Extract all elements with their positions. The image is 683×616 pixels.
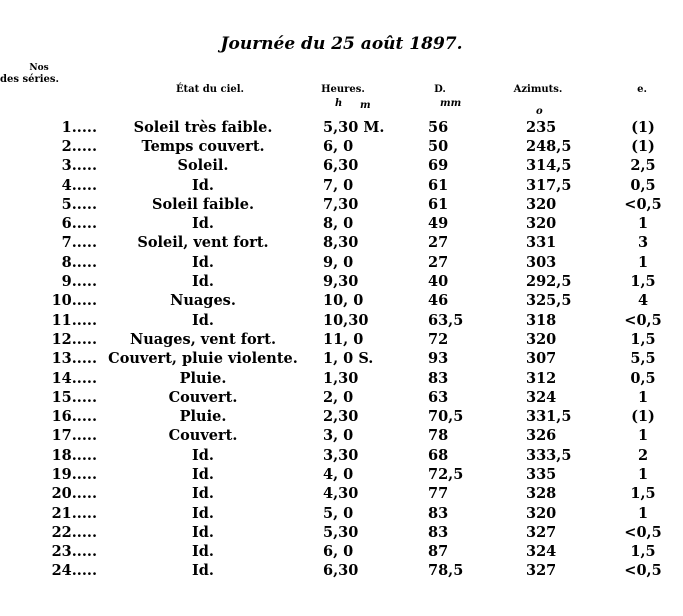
- header-no-top: Nos: [29, 63, 49, 73]
- etat-du-ciel-cell: Soleil faible.: [151, 195, 254, 213]
- row-number: 21.....: [51, 504, 97, 522]
- heures-cell: 6,30: [323, 562, 359, 580]
- row-number: 24.....: [51, 562, 97, 580]
- row-number: 17.....: [51, 427, 97, 445]
- e-cell: 2: [637, 446, 649, 464]
- d-cell: 61: [428, 195, 449, 213]
- etat-du-ciel-cell: Id.: [192, 465, 214, 483]
- azimut-cell: 320: [526, 504, 557, 522]
- row-number: 3.....: [61, 157, 97, 175]
- d-cell: 93: [428, 350, 449, 368]
- heures-cell: 6,30: [323, 157, 359, 175]
- row-number: 10.....: [51, 292, 97, 310]
- etat-du-ciel-cell: Pluie.: [179, 369, 227, 387]
- etat-du-ciel-cell: Id.: [192, 562, 214, 580]
- row-number: 13.....: [51, 350, 97, 368]
- heures-cell: 10,30: [323, 311, 369, 329]
- e-cell: <0,5: [624, 195, 662, 213]
- etat-du-ciel-cell: Id.: [192, 446, 214, 464]
- etat-du-ciel-cell: Couvert.: [168, 388, 238, 406]
- heures-cell: 2, 0: [323, 388, 354, 406]
- table-row: [0, 292, 683, 311]
- d-cell: 78,5: [428, 562, 464, 580]
- d-cell: 50: [428, 137, 449, 155]
- page-title: Journée du 25 août 1897.: [220, 34, 463, 54]
- table-row: [0, 137, 683, 156]
- table-row: [0, 176, 683, 195]
- e-cell: 1: [637, 215, 649, 233]
- header-no-bottom: des séries.: [0, 74, 59, 85]
- heures-cell: 3, 0: [323, 427, 354, 445]
- row-number: 11.....: [51, 311, 97, 329]
- row-number: 12.....: [51, 330, 97, 348]
- etat-du-ciel-cell: Id.: [192, 504, 214, 522]
- row-number: 6.....: [61, 215, 97, 233]
- azimut-cell: 327: [526, 523, 557, 541]
- table-row: [0, 407, 683, 426]
- heures-cell: 9,30: [323, 273, 359, 291]
- heures-cell: 1,30: [323, 369, 359, 387]
- azimut-cell: 327: [526, 562, 557, 580]
- heures-cell: 10, 0: [323, 292, 364, 310]
- d-cell: 78: [428, 427, 449, 445]
- heures-cell: 2,30: [323, 408, 359, 426]
- heures-cell: 7,30: [323, 195, 359, 213]
- heures-cell: 5,30: [323, 523, 359, 541]
- table-row: [0, 311, 683, 330]
- heures-cell: 4,30: [323, 485, 359, 503]
- azimut-cell: 235: [526, 118, 557, 136]
- header-azimuts: Azimuts.: [513, 84, 563, 95]
- table-row: [0, 504, 683, 523]
- etat-du-ciel-cell: Soleil, vent fort.: [137, 234, 269, 252]
- table-row: [0, 427, 683, 446]
- d-cell: 49: [428, 215, 449, 233]
- etat-du-ciel-cell: Pluie.: [179, 408, 227, 426]
- e-cell: 1,5: [630, 543, 656, 561]
- heures-cell: 3,30: [323, 446, 359, 464]
- azimut-cell: 248,5: [526, 137, 572, 155]
- etat-du-ciel-cell: Id.: [192, 273, 214, 291]
- heures-cell: 4, 0: [323, 465, 354, 483]
- azimut-cell: 320: [526, 215, 557, 233]
- e-cell: <0,5: [624, 562, 662, 580]
- header-no: [0, 63, 78, 85]
- table-row: [0, 523, 683, 542]
- etat-du-ciel-cell: Id.: [192, 485, 214, 503]
- d-cell: 69: [428, 157, 449, 175]
- e-cell: 1,5: [630, 485, 656, 503]
- azimut-cell: 318: [526, 311, 557, 329]
- azimut-cell: 320: [526, 330, 557, 348]
- heures-cell: 11, 0: [323, 330, 364, 348]
- azimut-cell: 320: [526, 195, 557, 213]
- e-cell: 0,5: [630, 369, 656, 387]
- table-row: [0, 157, 683, 176]
- table-row: [0, 465, 683, 484]
- unit-mm: mm: [440, 98, 462, 109]
- table-row: [0, 350, 683, 369]
- d-cell: 72: [428, 330, 449, 348]
- azimut-cell: 292,5: [526, 273, 572, 291]
- heures-cell: 8, 0: [323, 215, 354, 233]
- heures-cell: 6, 0: [323, 543, 354, 561]
- azimut-cell: 333,5: [526, 446, 572, 464]
- e-cell: 1: [637, 504, 649, 522]
- azimut-cell: 324: [526, 388, 557, 406]
- azimut-cell: 328: [526, 485, 557, 503]
- e-cell: 1: [637, 465, 649, 483]
- e-cell: 1: [637, 388, 649, 406]
- azimut-cell: 317,5: [526, 176, 572, 194]
- d-cell: 83: [428, 369, 449, 387]
- etat-du-ciel-cell: Id.: [192, 543, 214, 561]
- etat-du-ciel-cell: Soleil.: [177, 157, 229, 175]
- data-table: [0, 118, 683, 581]
- d-cell: 63,5: [428, 311, 464, 329]
- d-cell: 87: [428, 543, 449, 561]
- table-row: [0, 253, 683, 272]
- table-row: [0, 543, 683, 562]
- unit-h: h: [335, 98, 343, 109]
- azimut-cell: 331: [526, 234, 557, 252]
- row-number: 14.....: [51, 369, 97, 387]
- row-number: 15.....: [51, 388, 97, 406]
- azimut-cell: 326: [526, 427, 557, 445]
- e-cell: 0,5: [630, 176, 656, 194]
- e-cell: <0,5: [624, 311, 662, 329]
- etat-du-ciel-cell: Temps couvert.: [141, 137, 265, 155]
- etat-du-ciel-cell: Couvert, pluie violente.: [108, 350, 298, 368]
- etat-du-ciel-cell: Id.: [192, 523, 214, 541]
- row-number: 8.....: [61, 253, 97, 271]
- table-row: [0, 272, 683, 291]
- heures-cell: 6, 0: [323, 137, 354, 155]
- table-row: [0, 485, 683, 504]
- d-cell: 72,5: [428, 465, 464, 483]
- table-row: [0, 369, 683, 388]
- etat-du-ciel-cell: Nuages.: [170, 292, 236, 310]
- heures-cell: 8,30: [323, 234, 359, 252]
- row-number: 4.....: [61, 176, 97, 194]
- etat-du-ciel-cell: Id.: [192, 253, 214, 271]
- azimut-cell: 312: [526, 369, 557, 387]
- d-cell: 40: [428, 273, 449, 291]
- row-number: 19.....: [51, 465, 97, 483]
- e-cell: 1: [637, 427, 649, 445]
- etat-du-ciel-cell: Id.: [192, 176, 214, 194]
- e-cell: 1,5: [630, 273, 656, 291]
- row-number: 16.....: [51, 408, 97, 426]
- row-number: 18.....: [51, 446, 97, 464]
- table-body: [0, 118, 683, 581]
- heures-cell: 5,30 M.: [323, 118, 385, 136]
- table-row: [0, 330, 683, 349]
- header-heures: Heures.: [321, 84, 365, 95]
- etat-du-ciel-cell: Soleil très faible.: [133, 118, 273, 136]
- table-row: [0, 446, 683, 465]
- table-row: [0, 118, 683, 137]
- table-row: [0, 388, 683, 407]
- table-row: [0, 214, 683, 233]
- azimut-cell: 314,5: [526, 157, 572, 175]
- etat-du-ciel-cell: Couvert.: [168, 427, 238, 445]
- d-cell: 68: [428, 446, 449, 464]
- e-cell: (1): [631, 118, 655, 136]
- heures-cell: 9, 0: [323, 253, 354, 271]
- heures-cell: 7, 0: [323, 176, 354, 194]
- d-cell: 83: [428, 504, 449, 522]
- row-number: 2.....: [61, 137, 97, 155]
- etat-du-ciel-cell: Id.: [192, 215, 214, 233]
- d-cell: 63: [428, 388, 449, 406]
- etat-du-ciel-cell: Nuages, vent fort.: [129, 330, 277, 348]
- e-cell: 2,5: [630, 157, 656, 175]
- e-cell: (1): [631, 408, 655, 426]
- etat-du-ciel-cell: Id.: [192, 311, 214, 329]
- e-cell: 1: [637, 253, 649, 271]
- d-cell: 61: [428, 176, 449, 194]
- azimut-cell: 303: [526, 253, 557, 271]
- e-cell: 1,5: [630, 330, 656, 348]
- d-cell: 77: [428, 485, 449, 503]
- azimut-cell: 335: [526, 465, 557, 483]
- row-number: 20.....: [51, 485, 97, 503]
- header-etat: État du ciel.: [175, 84, 245, 95]
- e-cell: 3: [637, 234, 649, 252]
- row-number: 1.....: [61, 118, 97, 136]
- table-row: [0, 195, 683, 214]
- azimut-cell: 307: [526, 350, 557, 368]
- azimut-cell: 325,5: [526, 292, 572, 310]
- unit-m: m: [360, 100, 371, 111]
- row-number: 9.....: [61, 273, 97, 291]
- d-cell: 56: [428, 118, 449, 136]
- d-cell: 27: [428, 234, 449, 252]
- e-cell: 4: [637, 292, 649, 310]
- e-cell: <0,5: [624, 523, 662, 541]
- heures-cell: 5, 0: [323, 504, 354, 522]
- header-e: e.: [637, 84, 647, 95]
- row-number: 23.....: [51, 543, 97, 561]
- row-number: 7.....: [61, 234, 97, 252]
- d-cell: 27: [428, 253, 449, 271]
- azimut-cell: 331,5: [526, 408, 572, 426]
- table-row: [0, 562, 683, 581]
- d-cell: 46: [428, 292, 449, 310]
- header-d: D.: [434, 84, 446, 95]
- row-number: 5.....: [61, 195, 97, 213]
- e-cell: 5,5: [630, 350, 656, 368]
- e-cell: (1): [631, 137, 655, 155]
- d-cell: 70,5: [428, 408, 464, 426]
- row-number: 22.....: [51, 523, 97, 541]
- heures-cell: 1, 0 S.: [323, 350, 374, 368]
- table-row: [0, 234, 683, 253]
- unit-deg: o: [536, 106, 543, 117]
- d-cell: 83: [428, 523, 449, 541]
- azimut-cell: 324: [526, 543, 557, 561]
